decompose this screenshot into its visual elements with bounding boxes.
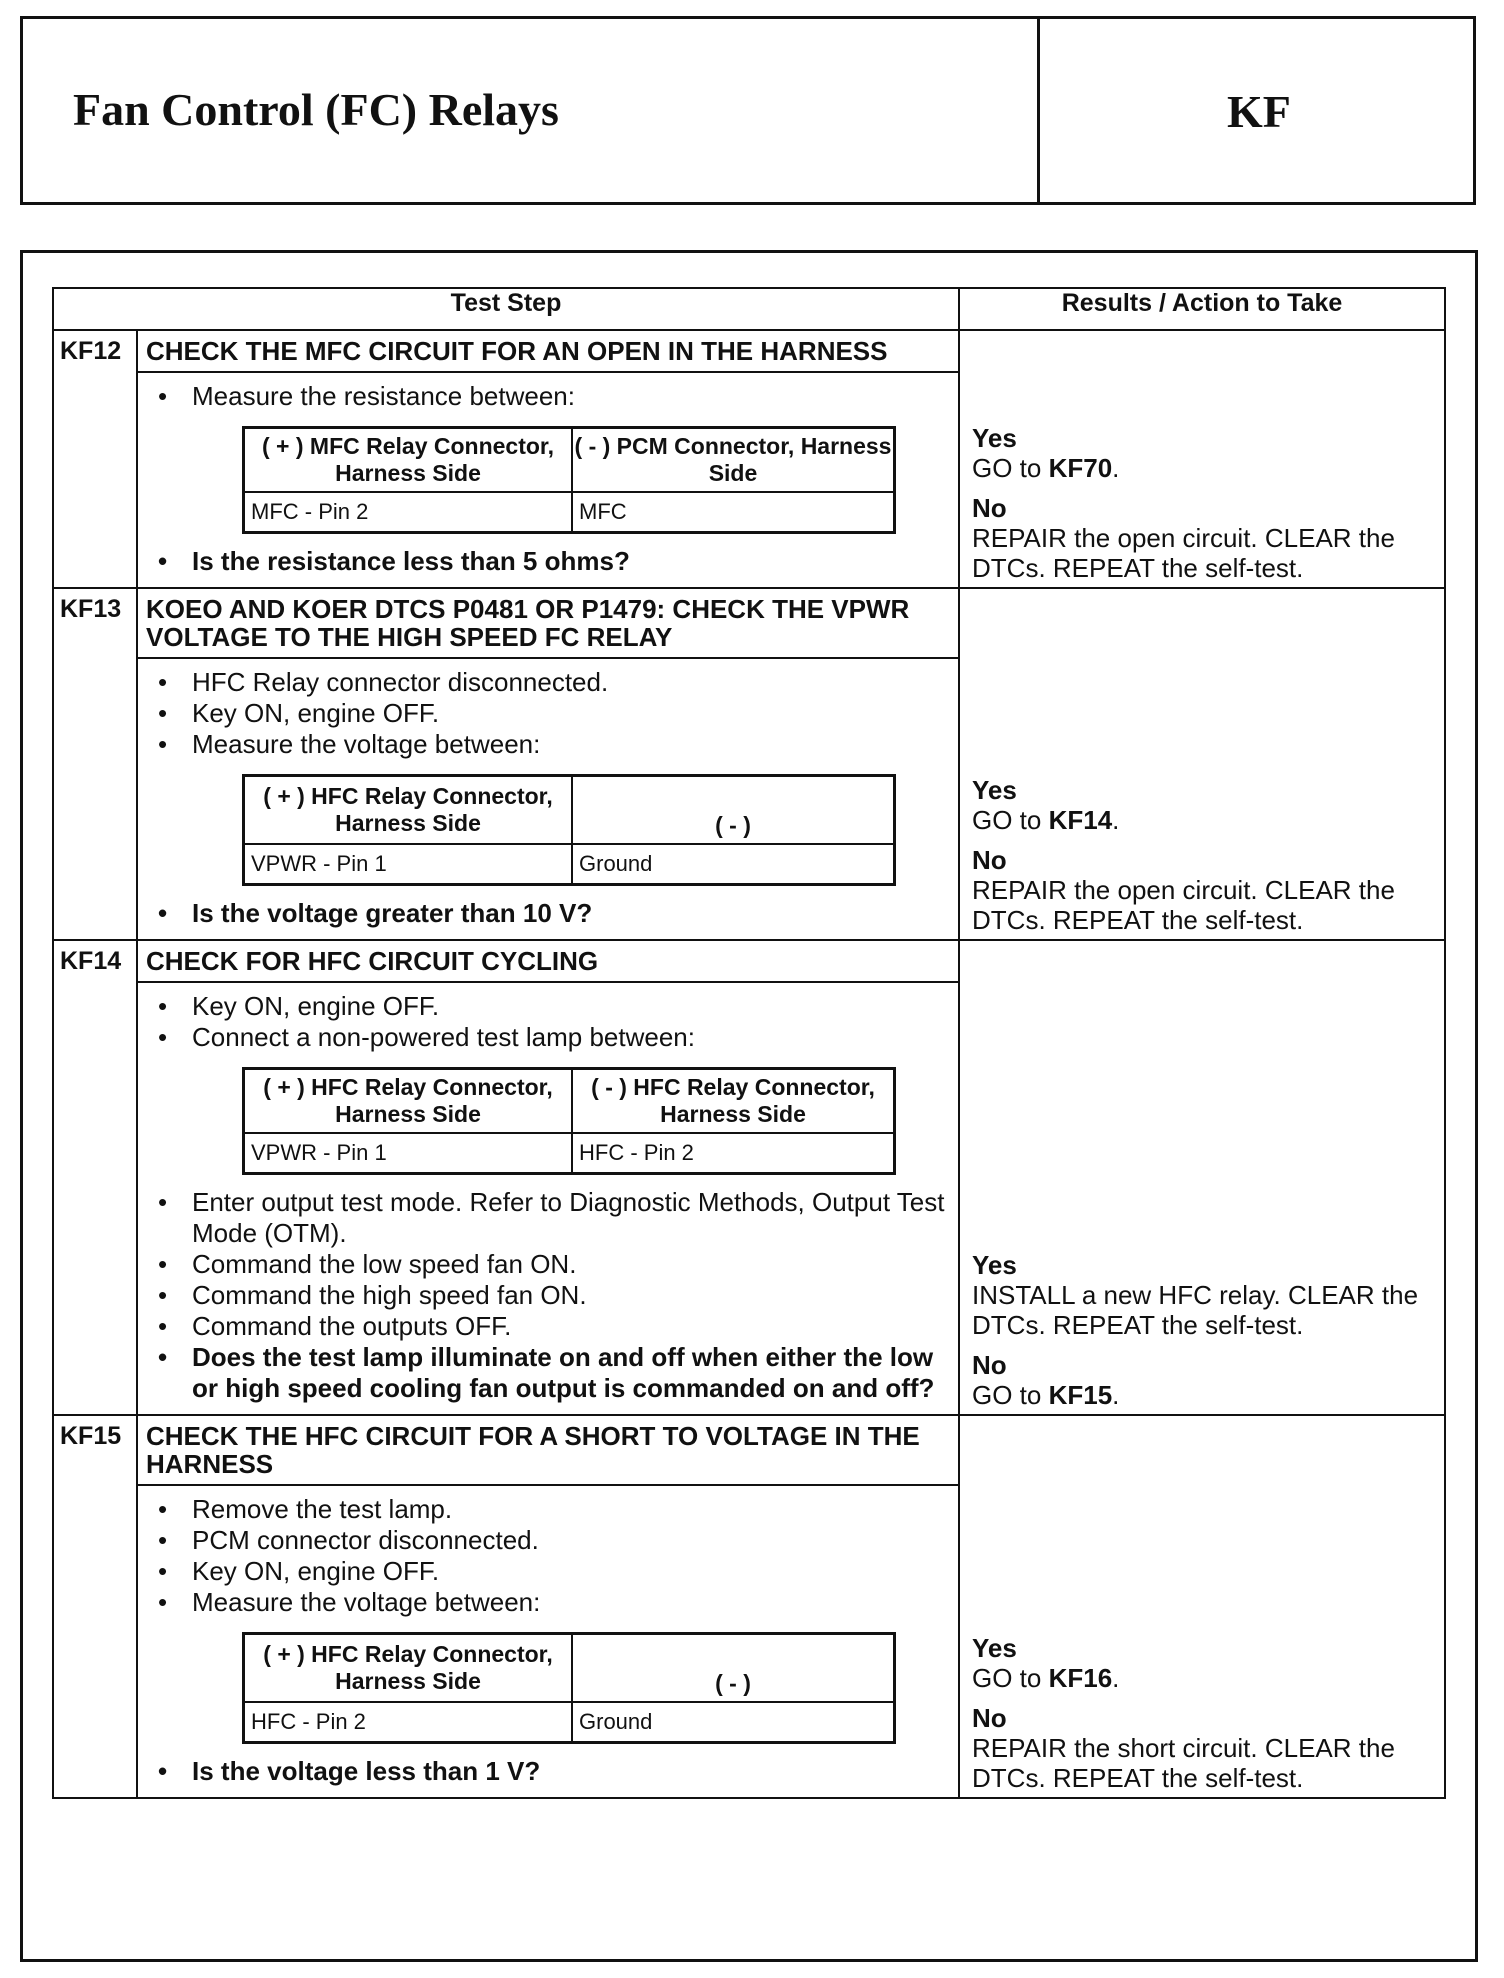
section-code: KF [1227,86,1291,137]
meas-header-positive: ( + ) MFC Relay Connector, Harness Side [244,428,573,493]
step-body [137,372,959,588]
no-action: GO to KF15. [972,1380,1120,1410]
no-action: REPAIR the short circuit. CLEAR the DTCs. REPEAT the self-test. [972,1733,1395,1793]
meas-header-negative: ( - ) HFC Relay Connector, Harness Side [572,1069,895,1134]
meas-value-positive: VPWR - Pin 1 [244,1133,573,1174]
no-label: No [972,1703,1007,1733]
page-title: Fan Control (FC) Relays [73,84,559,135]
step-results [959,940,1445,1415]
step-instructions-after [148,546,948,577]
meas-header-negative: ( - ) PCM Connector, Harness Side [572,428,895,493]
meas-header-positive: ( + ) HFC Relay Connector, Harness Side [244,776,573,845]
instruction-item: • Remove the test lamp. [148,1494,948,1525]
step-code: KF12 [53,330,137,588]
step-instructions [148,991,948,1053]
measurement-table [242,426,896,534]
meas-header-positive: ( + ) HFC Relay Connector, Harness Side [244,1069,573,1134]
instruction-item: • Measure the voltage between: [148,729,948,760]
instruction-item: • Key ON, engine OFF. [148,991,948,1022]
step-body [137,1485,959,1798]
goto-code: KF15 [1048,1380,1113,1410]
page-header [20,16,1476,205]
step-code: KF14 [53,940,137,1415]
meas-value-negative: HFC - Pin 2 [572,1133,895,1174]
yes-action: GO to KF70. [972,453,1120,483]
step-instructions-after [148,1187,948,1404]
meas-value-negative: Ground [572,1702,895,1743]
header-divider [1037,19,1040,202]
step-question: • Is the resistance less than 5 ohms? [148,546,948,577]
meas-value-negative: MFC [572,492,895,533]
step-results [959,330,1445,588]
instruction-item: • HFC Relay connector disconnected. [148,667,948,698]
measurement-table [242,774,896,886]
instruction-item: • Command the outputs OFF. [148,1311,948,1342]
step-body [137,982,959,1415]
step-instructions [148,667,948,760]
meas-header-negative: ( - ) [572,1634,895,1703]
meas-value-negative: Ground [572,844,895,885]
step-results [959,1415,1445,1798]
goto-code: KF16 [1048,1663,1113,1693]
instruction-item: • Measure the voltage between: [148,1587,948,1618]
step-title: CHECK FOR HFC CIRCUIT CYCLING [137,940,959,982]
instruction-item: • PCM connector disconnected. [148,1525,948,1556]
yes-label: Yes [972,1250,1017,1280]
no-action: REPAIR the open circuit. CLEAR the DTCs. REPEAT the self-test. [972,875,1395,935]
instruction-item: • Enter output test mode. Refer to Diagnostic Methods, Output Test Mode (OTM). [148,1187,948,1249]
step-question: • Is the voltage less than 1 V? [148,1756,948,1787]
instruction-item: • Measure the resistance between: [148,381,948,412]
step-code: KF15 [53,1415,137,1798]
meas-value-positive: VPWR - Pin 1 [244,844,573,885]
no-action: REPAIR the open circuit. CLEAR the DTCs. REPEAT the self-test. [972,523,1395,583]
yes-action: INSTALL a new HFC relay. CLEAR the DTCs. REPEAT the self-test. [972,1280,1419,1340]
step-title-row [53,330,1445,372]
measurement-table [242,1067,896,1175]
measurement-table [242,1632,896,1744]
col-header-results: Results / Action to Take [959,288,1445,330]
step-instructions-after [148,898,948,929]
instruction-item: • Key ON, engine OFF. [148,1556,948,1587]
step-body [137,658,959,940]
yes-action: GO to KF16. [972,1663,1120,1693]
instruction-item: • Command the low speed fan ON. [148,1249,948,1280]
no-label: No [972,845,1007,875]
step-results [959,588,1445,940]
no-label: No [972,1350,1007,1380]
meas-header-positive: ( + ) HFC Relay Connector, Harness Side [244,1634,573,1703]
step-code: KF13 [53,588,137,940]
col-header-test-step: Test Step [53,288,959,330]
goto-code: KF14 [1048,805,1113,835]
meas-value-positive: HFC - Pin 2 [244,1702,573,1743]
step-title-row [53,1415,1445,1485]
step-title: CHECK THE HFC CIRCUIT FOR A SHORT TO VOLTAGE IN THE HARNESS [137,1415,959,1485]
instruction-item: • Command the high speed fan ON. [148,1280,948,1311]
step-question: • Does the test lamp illuminate on and off when either the low or high speed cooling fan output is commanded on and off? [148,1342,948,1404]
step-instructions [148,381,948,412]
steps-body [53,330,1445,1798]
step-title-row [53,588,1445,658]
goto-code: KF70 [1048,453,1113,483]
instruction-item: • Key ON, engine OFF. [148,698,948,729]
step-title: CHECK THE MFC CIRCUIT FOR AN OPEN IN THE HARNESS [137,330,959,372]
instruction-item: • Connect a non-powered test lamp between: [148,1022,948,1053]
meas-header-negative: ( - ) [572,776,895,845]
step-title: KOEO AND KOER DTCS P0481 OR P1479: CHECK THE VPWR VOLTAGE TO THE HIGH SPEED FC RELAY [137,588,959,658]
meas-value-positive: MFC - Pin 2 [244,492,573,533]
step-instructions-after [148,1756,948,1787]
yes-label: Yes [972,423,1017,453]
step-title-row [53,940,1445,982]
yes-action: GO to KF14. [972,805,1120,835]
no-label: No [972,493,1007,523]
step-instructions [148,1494,948,1618]
yes-label: Yes [972,775,1017,805]
test-step-table [52,287,1446,1799]
step-question: • Is the voltage greater than 10 V? [148,898,948,929]
yes-label: Yes [972,1633,1017,1663]
